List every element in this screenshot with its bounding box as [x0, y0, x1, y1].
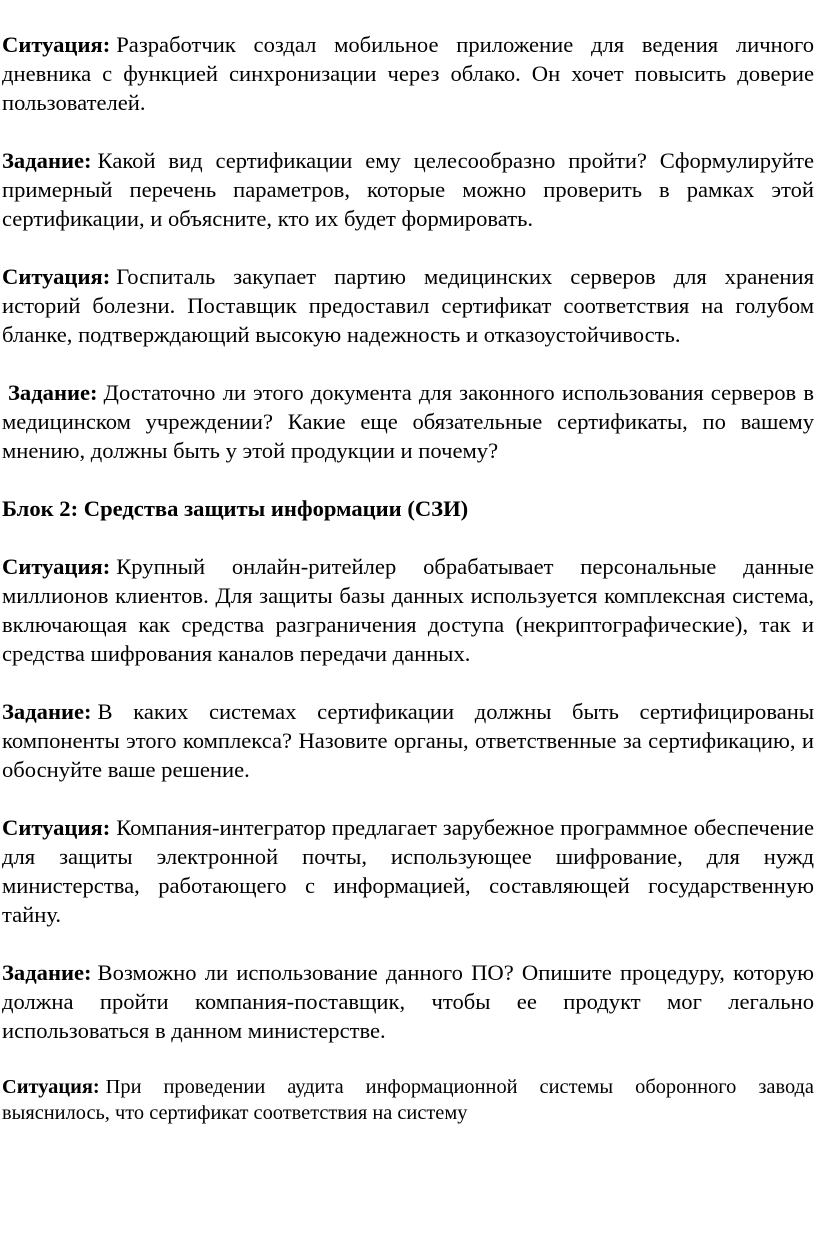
task-paragraph-1: [2, 146, 814, 233]
task-text: Какой вид сертификации ему целесообразно пройти? Сформулируйте примерный перечень параметров, которые можно проверить в рамках этой сертификации, и объясните, кто их будет формировать.: [2, 148, 814, 231]
task-label: Задание:: [8, 380, 98, 405]
situation-paragraph-5: [2, 1074, 814, 1126]
task-label: Задание:: [2, 960, 92, 985]
task-text: Достаточно ли этого документа для законного использования серверов в медицинском учреждении? Какие еще обязательные сертификаты, по вашему мнению, должны быть у этой продукции и почему?: [2, 380, 814, 463]
task-text: В каких системах сертификации должны быть сертифицированы компоненты этого комплекса? Назовите органы, ответственные за сертификацию, и обоснуйте ваше решение.: [2, 699, 814, 782]
task-paragraph-3: [2, 697, 814, 784]
situation-paragraph-4: [2, 813, 814, 929]
situation-paragraph-3: [2, 552, 814, 668]
situation-label: Ситуация:: [2, 554, 111, 579]
situation-text: При проведении аудита информационной системы оборонного завода выяснилось, что сертификат соответствия на систему: [2, 1076, 814, 1124]
section-heading: Блок 2: Средства защиты информации (СЗИ): [2, 496, 469, 521]
task-label: Задание:: [2, 699, 92, 724]
task-paragraph-4: [2, 958, 814, 1045]
situation-text: Госпиталь закупает партию медицинских серверов для хранения историй болезни. Поставщик предоставил сертификат соответствия на голубом бланке, подтверждающий высокую надежность и отказоустойчивость.: [2, 264, 814, 347]
task-text: Возможно ли использование данного ПО? Опишите процедуру, которую должна пройти компания-поставщик, чтобы ее продукт мог легально использоваться в данном министерстве.: [2, 960, 814, 1043]
situation-label: Ситуация:: [2, 264, 111, 289]
situation-text: Компания-интегратор предлагает зарубежное программное обеспечение для защиты электронной почты, использующее шифрование, для нужд министерства, работающего с информацией, составляющей государственную тайну.: [2, 815, 814, 927]
situation-label: Ситуация:: [2, 815, 111, 840]
situation-text: Крупный онлайн-ритейлер обрабатывает персональные данные миллионов клиентов. Для защиты базы данных используется комплексная система, включающая как средства разграничения доступа (некриптографические), так и средства шифрования каналов передачи данных.: [2, 554, 814, 666]
situation-text: Разработчик создал мобильное приложение для ведения личного дневника с функцией синхронизации через облако. Он хочет повысить доверие пользователей.: [2, 32, 814, 115]
situation-paragraph-1: [2, 30, 814, 117]
situation-label: Ситуация:: [2, 32, 111, 57]
task-paragraph-2: [2, 378, 814, 465]
situation-paragraph-2: [2, 262, 814, 349]
task-label: Задание:: [2, 148, 92, 173]
situation-label: Ситуация:: [2, 1076, 100, 1098]
